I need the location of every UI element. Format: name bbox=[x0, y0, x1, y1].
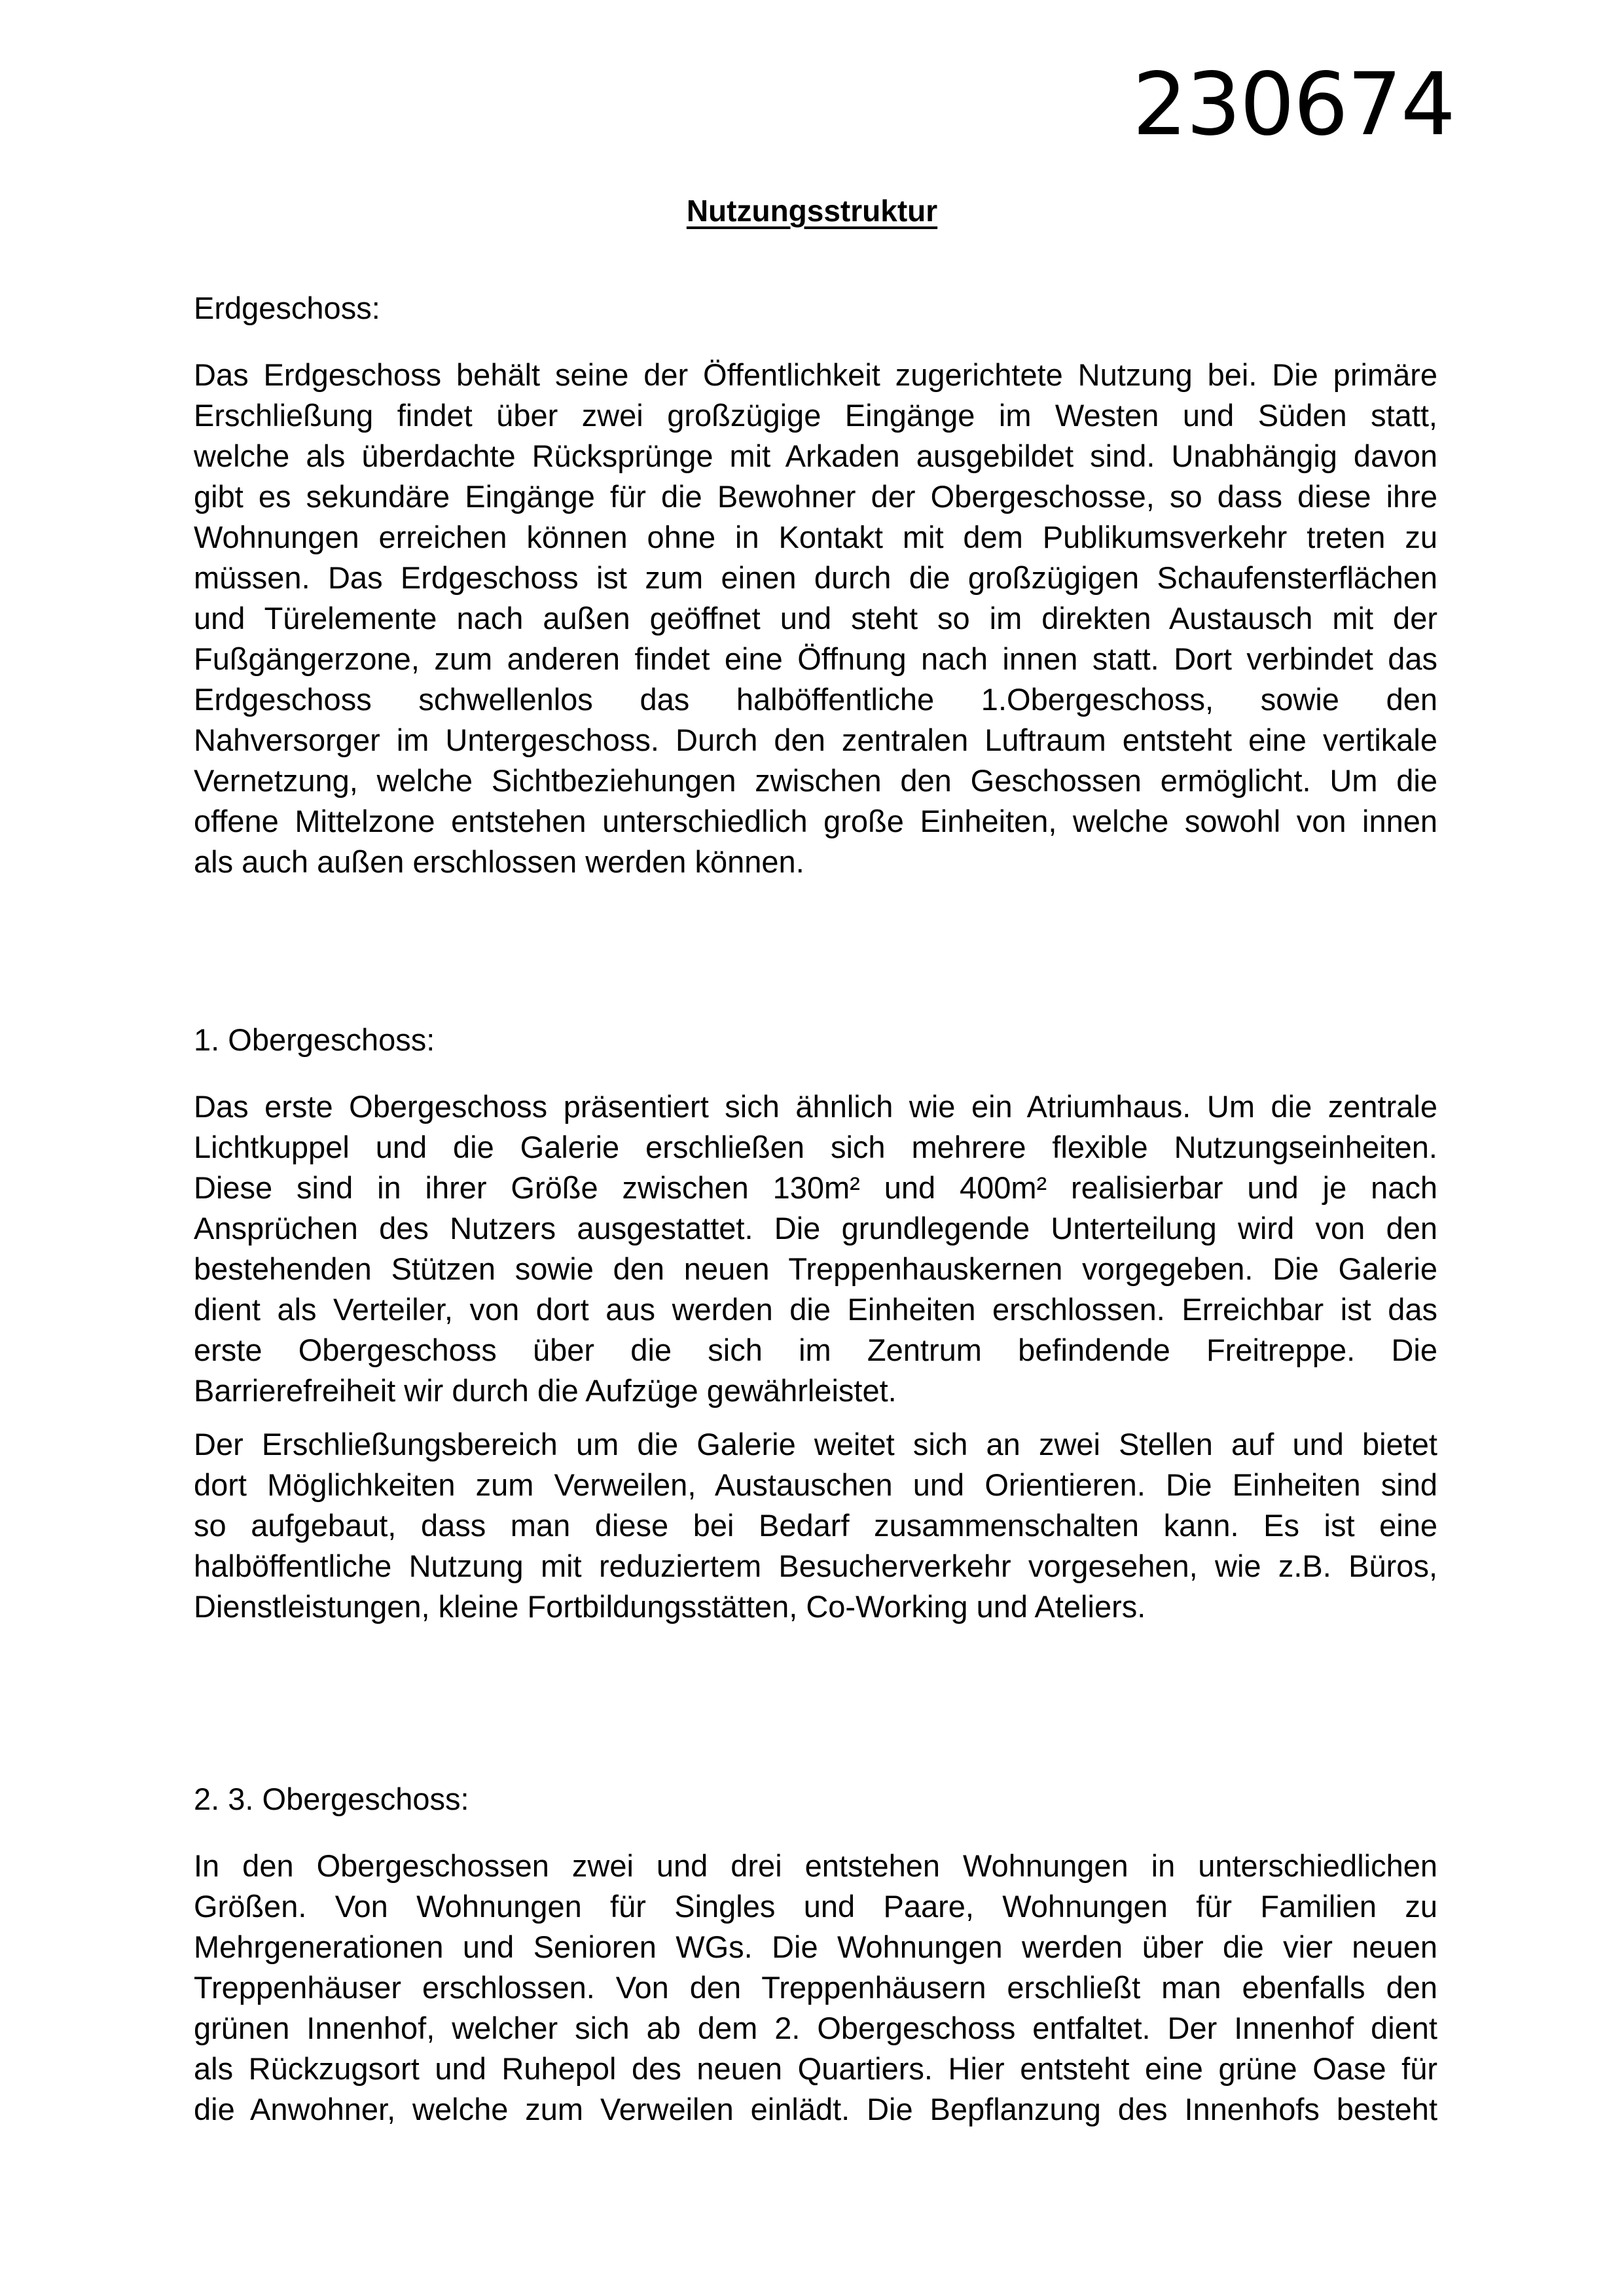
text-line: offene Mittelzone entstehen unterschiedlich große Einheiten, welche sowohl von innen bbox=[194, 804, 1437, 838]
text-line: grünen Innenhof, welcher sich ab dem 2. Obergeschoss entfaltet. Der Innenhof dient bbox=[194, 2011, 1437, 2045]
paragraph bbox=[194, 355, 1437, 882]
text-line: Fußgängerzone, zum anderen findet eine Öffnung nach innen statt. Dort verbindet das bbox=[194, 641, 1437, 676]
section-1-obergeschoss bbox=[194, 1020, 1437, 1627]
text-line: Vernetzung, welche Sichtbeziehungen zwischen den Geschossen ermöglicht. Um die bbox=[194, 763, 1437, 798]
text-line: In den Obergeschossen zwei und drei entstehen Wohnungen in unterschiedlichen bbox=[194, 1848, 1437, 1883]
page-id-number: 230674 bbox=[1132, 54, 1454, 155]
text-line: Wohnungen erreichen können ohne in Kontakt mit dem Publikumsverkehr treten zu bbox=[194, 520, 1437, 554]
text-line: Das Erdgeschoss behält seine der Öffentlichkeit zugerichtete Nutzung bei. Die primäre bbox=[194, 357, 1437, 392]
text-line: welche als überdachte Rücksprünge mit Arkaden ausgebildet sind. Unabhängig davon bbox=[194, 439, 1437, 473]
text-line: Das erste Obergeschoss präsentiert sich ähnlich wie ein Atriumhaus. Um die zentrale bbox=[194, 1089, 1437, 1124]
text-line: und Türelemente nach außen geöffnet und steht so im direkten Austausch mit der bbox=[194, 601, 1437, 636]
text-line: Größen. Von Wohnungen für Singles und Paare, Wohnungen für Familien zu bbox=[194, 1889, 1437, 1924]
text-line: Nahversorger im Untergeschoss. Durch den zentralen Luftraum entsteht eine vertikale bbox=[194, 723, 1437, 757]
text-line: müssen. Das Erdgeschoss ist zum einen durch die großzügigen Schaufensterflächen bbox=[194, 560, 1437, 595]
document-title: Nutzungsstruktur bbox=[686, 194, 938, 228]
section-heading: 1. Obergeschoss: bbox=[194, 1022, 435, 1057]
text-line: dient als Verteiler, von dort aus werden die Einheiten erschlossen. Erreichbar ist das bbox=[194, 1292, 1437, 1327]
text-line: gibt es sekundäre Eingänge für die Bewohner der Obergeschosse, so dass diese ihre bbox=[194, 479, 1437, 514]
text-line: Erschließung findet über zwei großzügige Eingänge im Westen und Süden statt, bbox=[194, 398, 1437, 433]
text-line: Mehrgenerationen und Senioren WGs. Die Wohnungen werden über die vier neuen bbox=[194, 1929, 1437, 1964]
text-line: Diese sind in ihrer Größe zwischen 130m² und 400m² realisierbar und je nach bbox=[194, 1170, 1437, 1205]
text-line: als auch außen erschlossen werden können. bbox=[194, 844, 804, 879]
paragraph bbox=[194, 1086, 1437, 1411]
section-heading: 2. 3. Obergeschoss: bbox=[194, 1782, 469, 1816]
text-line: so aufgebaut, dass man diese bei Bedarf zusammenschalten kann. Es ist eine bbox=[194, 1508, 1437, 1543]
text-line: Treppenhäuser erschlossen. Von den Treppenhäusern erschließt man ebenfalls den bbox=[194, 1970, 1437, 2005]
paragraph bbox=[194, 1424, 1437, 1627]
text-line: als Rückzugsort und Ruhepol des neuen Quartiers. Hier entsteht eine grüne Oase für bbox=[194, 2051, 1437, 2086]
text-line: Barrierefreiheit wir durch die Aufzüge gewährleistet. bbox=[194, 1373, 897, 1408]
section-heading: Erdgeschoss: bbox=[194, 291, 380, 325]
text-line: Lichtkuppel und die Galerie erschließen sich mehrere flexible Nutzungseinheiten. bbox=[194, 1130, 1437, 1164]
section-erdgeschoss bbox=[194, 288, 1437, 882]
text-line: dort Möglichkeiten zum Verweilen, Austauschen und Orientieren. Die Einheiten sind bbox=[194, 1467, 1437, 1502]
text-line: erste Obergeschoss über die sich im Zentrum befindende Freitreppe. Die bbox=[194, 1333, 1437, 1367]
text-line: Dienstleistungen, kleine Fortbildungsstätten, Co-Working und Ateliers. bbox=[194, 1589, 1146, 1624]
text-line: Der Erschließungsbereich um die Galerie weitet sich an zwei Stellen auf und bietet bbox=[194, 1427, 1437, 1462]
section-2-3-obergeschoss bbox=[194, 1779, 1437, 2130]
text-line: Erdgeschoss schwellenlos das halböffentliche 1.Obergeschoss, sowie den bbox=[194, 682, 1437, 717]
paragraph bbox=[194, 1846, 1437, 2130]
text-line: die Anwohner, welche zum Verweilen einlädt. Die Bepflanzung des Innenhofs besteht bbox=[194, 2092, 1437, 2126]
text-line: Ansprüchen des Nutzers ausgestattet. Die grundlegende Unterteilung wird von den bbox=[194, 1211, 1437, 1246]
text-line: halböffentliche Nutzung mit reduziertem Besucherverkehr vorgesehen, wie z.B. Büros, bbox=[194, 1549, 1437, 1583]
text-line: bestehenden Stützen sowie den neuen Treppenhauskernen vorgegeben. Die Galerie bbox=[194, 1251, 1437, 1286]
